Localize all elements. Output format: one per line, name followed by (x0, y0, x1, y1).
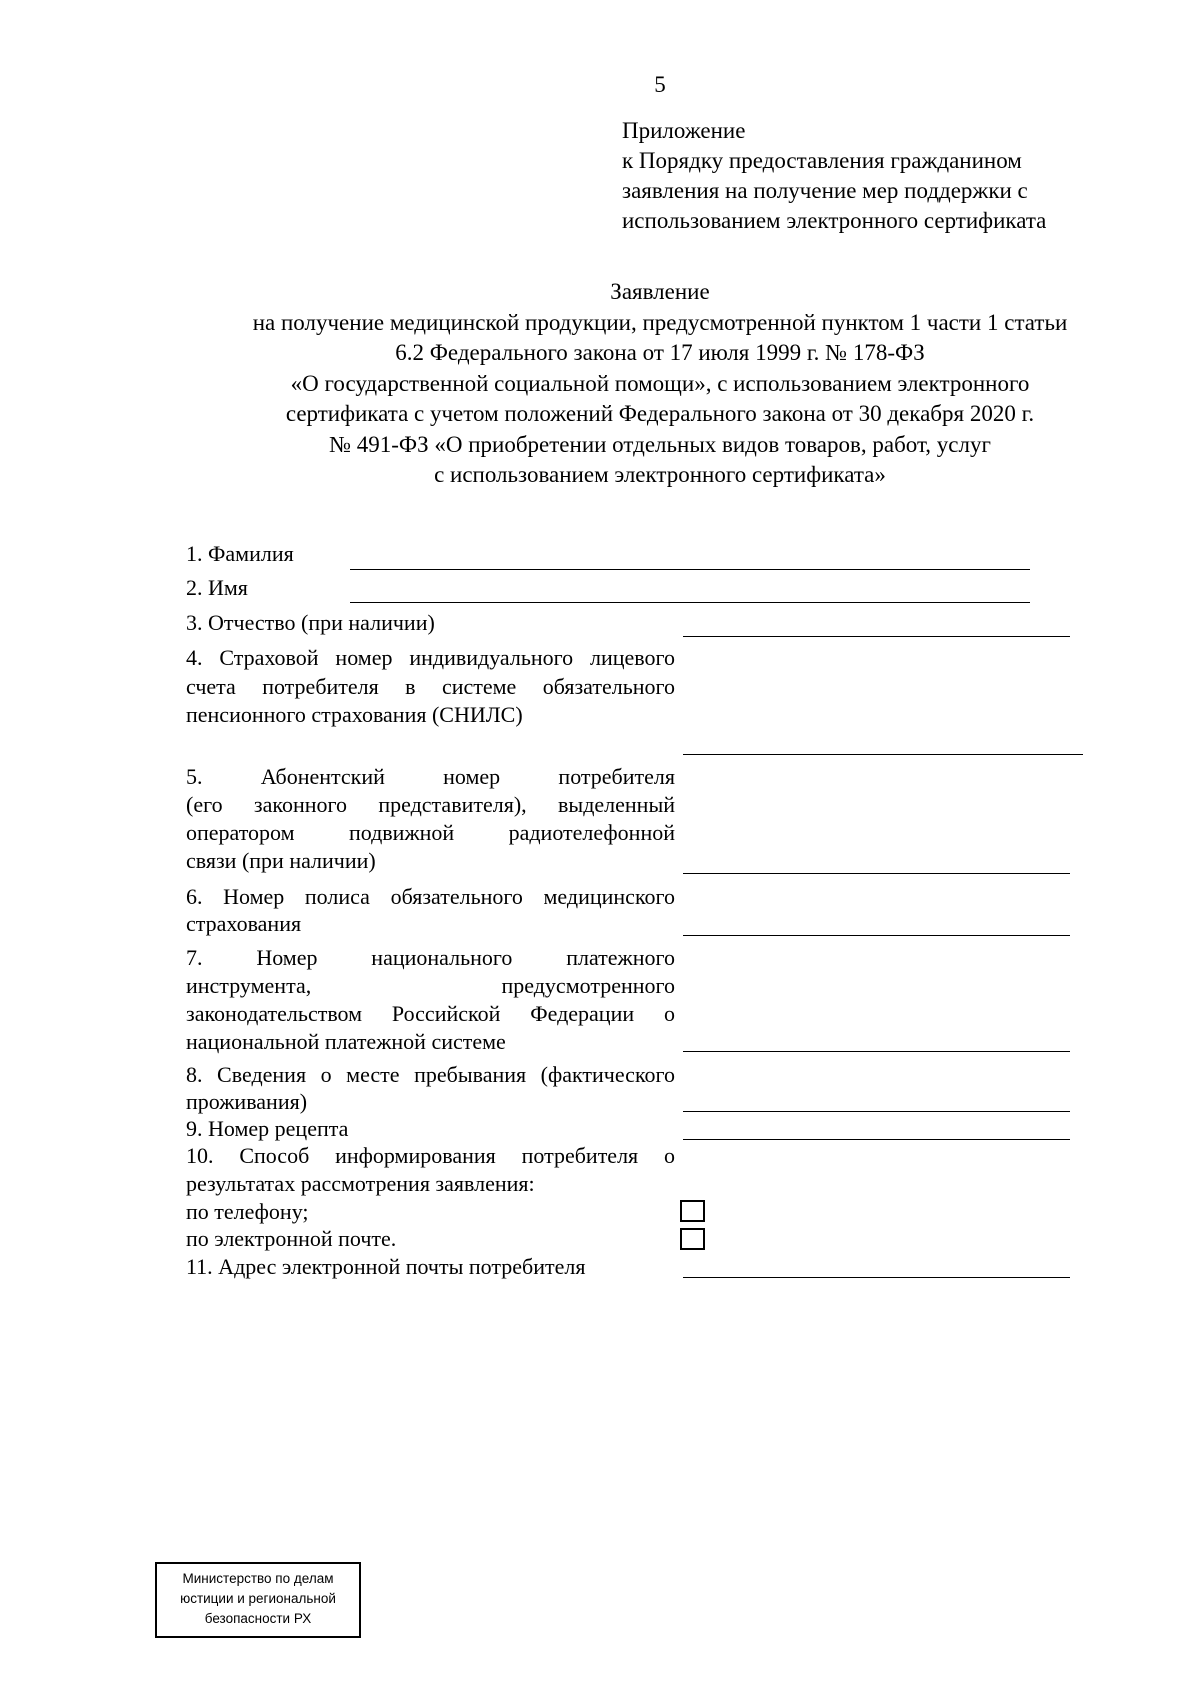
payment-input-line[interactable] (683, 1051, 1070, 1052)
snils-input-line[interactable] (683, 754, 1083, 755)
field-label-payment-4: национальной платежной системе (186, 1029, 506, 1054)
option-label-email: по электронной почте. (186, 1226, 397, 1251)
title-line: с использованием электронного сертификата» (434, 462, 886, 487)
appendix-line: заявления на получение мер поддержки с (622, 178, 1028, 203)
email-checkbox[interactable] (680, 1228, 705, 1250)
title-line: «О государственной социальной помощи», с использованием электронного (290, 370, 1030, 396)
field-label-residence-1: 8. Сведения о месте пребывания (фактического (186, 1062, 675, 1087)
phone-checkbox[interactable] (680, 1200, 705, 1222)
residence-input-line[interactable] (683, 1111, 1070, 1112)
appendix-line: к Порядку предоставления гражданином (622, 148, 1022, 173)
field-label-payment-2: инструмента, предусмотренного (186, 973, 675, 998)
email-address-input-line[interactable] (683, 1277, 1070, 1278)
field-label-name: 2. Имя (186, 575, 248, 600)
phone-input-line[interactable] (683, 873, 1070, 874)
field-label-payment-3: законодательством Российской Федерации о (186, 1001, 675, 1026)
field-label-policy-1: 6. Номер полиса обязательного медицинского (186, 884, 675, 909)
option-label-phone: по телефону; (186, 1199, 309, 1224)
field-label-prescription: 9. Номер рецепта (186, 1116, 349, 1141)
title-line: на получение медицинской продукции, предусмотренной пунктом 1 части 1 статьи (252, 309, 1068, 335)
field-label-snils-1: 4. Страховой номер индивидуального лицевого (186, 645, 675, 670)
field-label-surname: 1. Фамилия (186, 541, 294, 566)
field-label-email-address: 11. Адрес электронной почты потребителя (186, 1254, 586, 1279)
title-line: 6.2 Федерального закона от 17 июля 1999 г. № 178-ФЗ (395, 340, 925, 365)
appendix-line: использованием электронного сертификата (622, 208, 1047, 233)
policy-input-line[interactable] (683, 935, 1070, 936)
document-title (0, 277, 1200, 491)
field-label-residence-2: проживания) (186, 1089, 308, 1114)
field-label-payment-1: 7. Номер национального платежного (186, 945, 675, 970)
field-label-phone-2: (его законного представителя), выделенный (186, 792, 675, 817)
title-line: сертификата с учетом положений Федерального закона от 30 декабря 2020 г. (285, 401, 1035, 426)
stamp-line: Министерство по делам (182, 1571, 334, 1586)
name-input-line[interactable] (350, 602, 1030, 603)
field-label-phone-3: оператором подвижной радиотелефонной (186, 820, 675, 845)
field-label-snils-3: пенсионного страхования (СНИЛС) (186, 702, 523, 727)
page-number: 5 (654, 72, 666, 97)
ministry-stamp (155, 1562, 361, 1638)
title-line: Заявление (610, 279, 710, 304)
stamp-line: юстиции и региональной (180, 1591, 336, 1606)
field-label-phone-4: связи (при наличии) (186, 848, 376, 873)
field-label-snils-2: счета потребителя в системе обязательного (186, 674, 675, 699)
field-label-policy-2: страхования (186, 911, 302, 936)
field-label-patronymic: 3. Отчество (при наличии) (186, 610, 435, 635)
surname-input-line[interactable] (350, 569, 1030, 570)
appendix-line: Приложение (622, 118, 746, 143)
patronymic-input-line[interactable] (683, 636, 1070, 637)
field-label-notify-2: результатах рассмотрения заявления: (186, 1171, 535, 1196)
field-label-notify-1: 10. Способ информирования потребителя о (186, 1143, 675, 1168)
appendix-header (622, 116, 1046, 236)
prescription-input-line[interactable] (683, 1139, 1070, 1140)
field-label-phone-1: 5. Абонентский номер потребителя (186, 764, 675, 789)
title-line: № 491-ФЗ «О приобретении отдельных видов товаров, работ, услуг (329, 431, 991, 457)
stamp-line: безопасности РХ (204, 1611, 312, 1626)
